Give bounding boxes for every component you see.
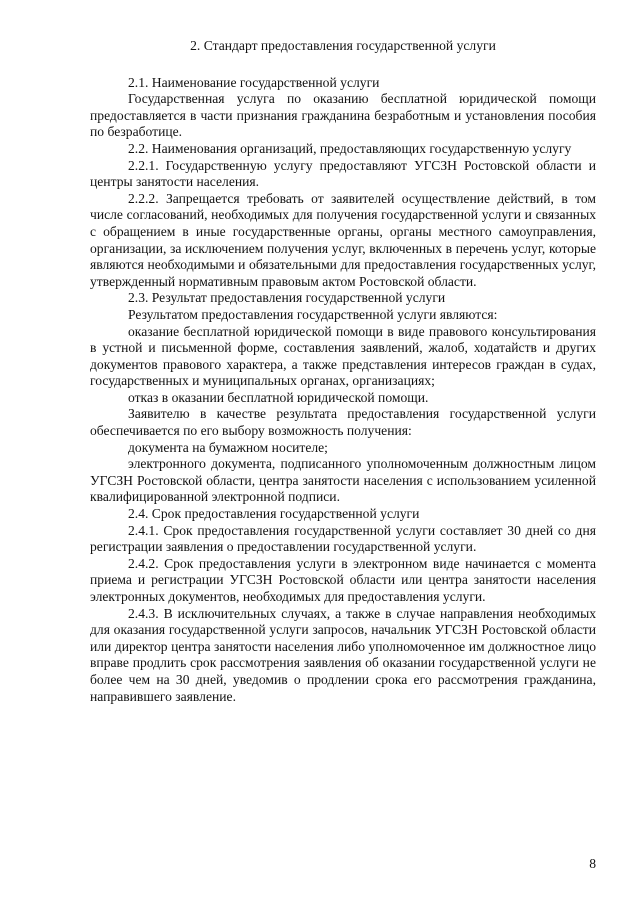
subsection-heading-2-2: 2.2. Наименования организаций, предоставляющих государственную услугу bbox=[128, 140, 572, 156]
subsection-heading-2-4: 2.4. Срок предоставления государственной услуги bbox=[128, 506, 420, 522]
page-number: 8 bbox=[589, 856, 596, 871]
list-item: электронного документа, подписанного уполномоченным должностным лицом УГСЗН Ростовской области, центра занятости населения с использованием усиленной квалифицированной электронной подписи. bbox=[90, 456, 596, 505]
subsection-heading-2-1: 2.1. Наименование государственной услуги bbox=[128, 74, 380, 90]
section-title: 2. Стандарт предоставления государственной услуги bbox=[190, 38, 496, 53]
paragraph: 2.4.1. Срок предоставления государственной услуги составляет 30 дней со дня регистрации заявления о предоставлении государственной услуги. bbox=[90, 522, 596, 555]
list-item: отказ в оказании бесплатной юридической помощи. bbox=[128, 389, 429, 405]
list-item: документа на бумажном носителе; bbox=[128, 439, 328, 455]
paragraph: Государственная услуга по оказанию бесплатной юридической помощи предоставляется в части признания гражданина безработным и установления пособия по безработице. bbox=[90, 91, 596, 140]
subsection-heading-2-3: 2.3. Результат предоставления государственной услуги bbox=[128, 290, 446, 306]
paragraph: Заявителю в качестве результата предоставления государственной услуги обеспечивается по его выбору возможность получения: bbox=[90, 406, 596, 439]
paragraph: 2.2.1. Государственную услугу предоставляют УГСЗН Ростовской области и центры занятости населения. bbox=[90, 157, 596, 190]
paragraph: 2.4.3. В исключительных случаях, а также в случае направления необходимых для оказания государственной услуги запросов, начальник УГСЗН Ростовской области или директор центра занятости населения либо уполномоченное им должностное лицо вправе продлить срок рассмотрения заявления об оказании государственной услуги не более чем на 30 дней, уведомив о продлении срока его рассмотрения гражданина, направившего заявление. bbox=[90, 605, 596, 704]
paragraph: Результатом предоставления государственной услуги являются: bbox=[128, 306, 498, 322]
document-page bbox=[90, 38, 596, 705]
list-item: оказание бесплатной юридической помощи в виде правового консультирования в устной и письменной форме, составления заявлений, жалоб, ходатайств и других документов правового характера, а также представления интересов граждан в судах, государственных и муниципальных органах, организациях; bbox=[90, 323, 596, 389]
paragraph: 2.4.2. Срок предоставления услуги в электронном виде начинается с момента приема и регистрации УГСЗН Ростовской области или центра занятости населения электронных документов, необходимых для предоставления услуги. bbox=[90, 555, 596, 604]
paragraph: 2.2.2. Запрещается требовать от заявителей осуществление действий, в том числе согласований, необходимых для получения государственной услуги и связанных с обращением в иные государственные органы, органы местного самоуправления, организации, за исключением получения услуг, включенных в перечень услуг, которые являются необходимыми и обязательными для предоставления государственных услуг, утвержденный нормативным правовым актом Ростовской области. bbox=[90, 190, 596, 289]
